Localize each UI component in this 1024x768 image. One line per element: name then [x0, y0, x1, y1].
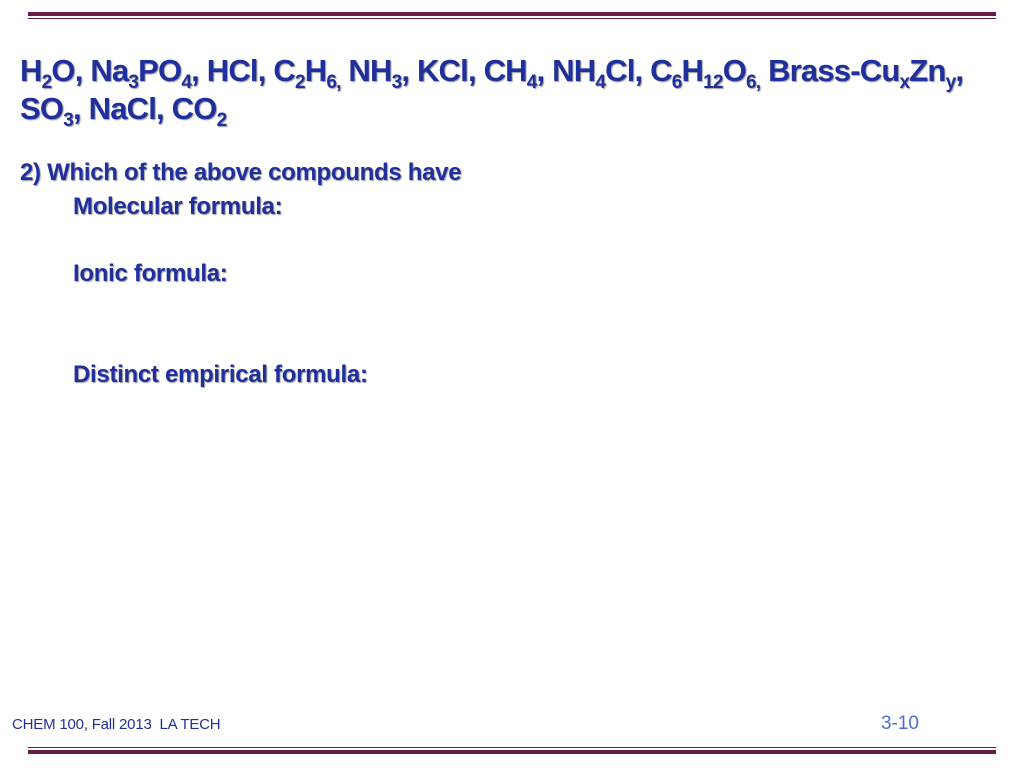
molecular-formula-label: Molecular formula: — [73, 193, 283, 220]
formula-subscript: 2 — [41, 72, 52, 93]
formula-text: H — [304, 53, 327, 88]
formula-text: , SO — [20, 53, 964, 126]
formula-subscript: 12 — [703, 72, 723, 93]
formula-text: Brass- — [760, 53, 860, 88]
formula-subscript: 4 — [595, 72, 606, 93]
formula-subscript: y — [945, 72, 956, 93]
formula-subscript: 2 — [294, 72, 305, 93]
formula-text: PO — [138, 53, 182, 88]
formula-subscript: 3 — [63, 110, 73, 131]
formula-subscript: 6, — [326, 72, 341, 93]
formula-subscript: 4 — [526, 72, 537, 93]
formula-text: Zn — [909, 53, 946, 88]
formula-text: , NaCl, CO — [72, 91, 217, 126]
compound-formula-list — [20, 52, 995, 131]
formula-subscript: x — [899, 72, 910, 93]
formula-text: NH — [340, 53, 392, 88]
formula-subscript: 2 — [216, 110, 227, 131]
formula-subscript: 6 — [671, 72, 682, 93]
formula-subscript: 6, — [746, 72, 761, 93]
top-divider — [28, 12, 996, 19]
formula-subscript: 4 — [181, 72, 192, 93]
ionic-formula-label: Ionic formula: — [73, 260, 228, 287]
formula-text: O — [722, 53, 747, 88]
formula-text: , KCl, CH — [401, 53, 527, 88]
formula-text: H — [681, 53, 704, 88]
formula-text: Cl, C — [605, 53, 672, 88]
formula-subscript: 3 — [391, 72, 402, 93]
question-text: 2) Which of the above compounds have — [20, 159, 462, 186]
course-footer: CHEM 100, Fall 2013 LA TECH — [12, 716, 221, 733]
formula-text: H — [20, 53, 42, 88]
slide-number: 3-10 — [880, 713, 919, 734]
bottom-divider — [28, 747, 996, 754]
formula-text: , HCl, C — [191, 53, 295, 88]
formula-text: , NH — [536, 53, 596, 88]
formula-text: Cu — [859, 53, 900, 88]
empirical-formula-label: Distinct empirical formula: — [73, 361, 368, 388]
formula-text: O, Na — [51, 53, 129, 88]
formula-subscript: 3 — [128, 72, 139, 93]
